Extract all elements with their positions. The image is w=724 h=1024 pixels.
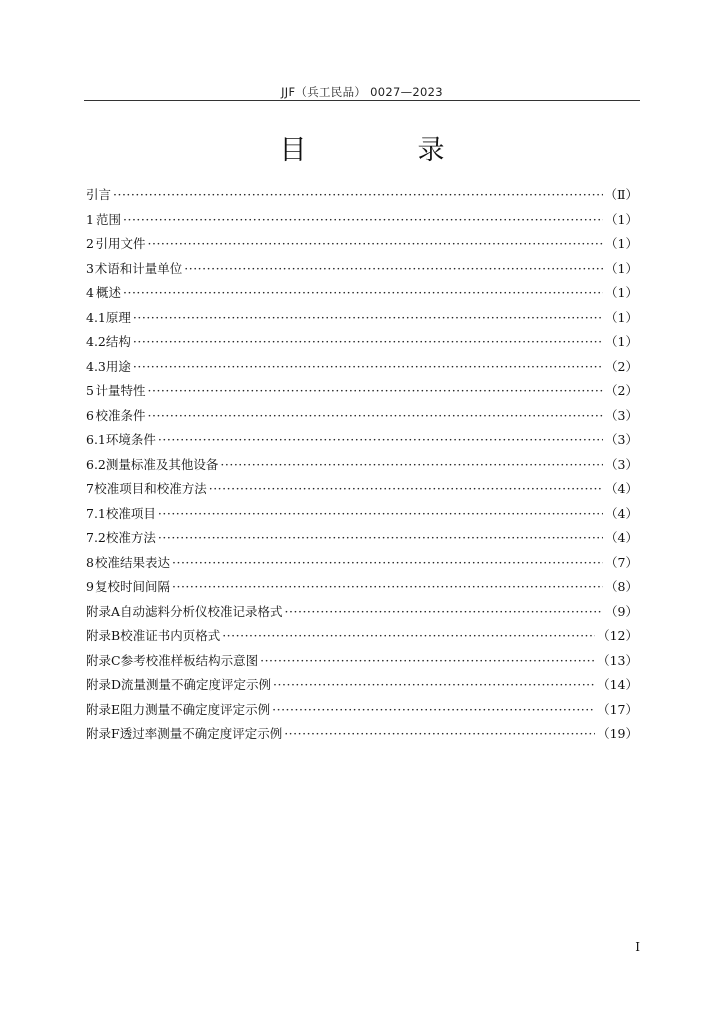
toc-entry (86, 210, 638, 235)
toc-entry (86, 234, 638, 259)
toc-entry-page: （14） (597, 677, 638, 692)
toc-entry (86, 283, 638, 308)
toc-entry-page: （8） (605, 579, 638, 594)
toc-entry (86, 528, 638, 553)
toc-entry-page: （1） (605, 211, 638, 227)
toc-leader-dots (209, 481, 603, 496)
toc-entry-number: 1 (86, 211, 94, 227)
toc-entry-number: 9 (86, 579, 94, 594)
toc-entry (86, 577, 638, 602)
toc-entry-title: 复校时间间隔 (94, 579, 170, 594)
page-number: I (635, 940, 640, 954)
toc-entry (86, 259, 638, 284)
toc-entry (86, 553, 638, 578)
toc-entry (86, 504, 638, 529)
toc-entry-title: 测量标准及其他设备 (105, 456, 219, 472)
toc-entry (86, 381, 638, 406)
toc-entry-page: （9） (605, 603, 638, 619)
toc-entry (86, 332, 638, 357)
toc-leader-dots (284, 726, 595, 741)
toc-leader-dots (285, 604, 604, 619)
toc-entry (86, 626, 638, 651)
toc-entry (86, 357, 638, 382)
table-of-contents (86, 185, 638, 749)
toc-entry-number: 6.2 (86, 456, 106, 472)
toc-entry (86, 700, 638, 725)
toc-leader-dots (148, 236, 604, 251)
toc-entry (86, 651, 638, 676)
toc-entry-page: （17） (597, 701, 638, 717)
toc-entry-title: 自动滤料分析仪校准记录格式 (120, 603, 283, 619)
toc-leader-dots (260, 653, 595, 668)
header-rule (84, 100, 640, 101)
toc-entry (86, 430, 638, 455)
toc-entry-page: （19） (597, 726, 638, 741)
toc-entry-number: 7.1 (86, 505, 106, 521)
toc-entry-number: 附录B (86, 628, 121, 643)
toc-leader-dots (273, 677, 595, 692)
toc-entry-page: （1） (605, 260, 638, 276)
toc-entry-number: 3 (86, 260, 94, 276)
toc-entry-title: 计量特性 (95, 383, 146, 398)
toc-entry-number: 附录A (86, 603, 121, 619)
toc-entry-title: 校准条件 (95, 407, 146, 423)
toc-leader-dots (172, 555, 603, 570)
toc-entry-number: 附录D (86, 677, 122, 692)
toc-entry-page: （4） (605, 530, 638, 545)
toc-entry-page: （4） (605, 505, 638, 521)
toc-leader-dots (133, 359, 603, 374)
page-title: 目 录 (279, 135, 487, 166)
toc-entry-number: 4.1 (86, 309, 106, 325)
toc-entry (86, 406, 638, 431)
toc-entry-page: （4） (605, 481, 638, 496)
toc-entry-number: 7 (86, 481, 94, 496)
toc-entry (86, 675, 638, 700)
toc-entry-title: 阻力测量不确定度评定示例 (120, 701, 271, 717)
toc-entry-page: （1） (605, 334, 638, 349)
toc-entry (86, 479, 638, 504)
toc-entry-title: 引用文件 (95, 236, 146, 251)
toc-entry (86, 602, 638, 627)
toc-leader-dots (158, 530, 603, 545)
toc-entry-page: （3） (605, 432, 638, 447)
toc-entry-title: 校准项目 (105, 505, 156, 521)
toc-leader-dots (272, 702, 595, 717)
toc-entry-title: 概述 (96, 285, 122, 300)
toc-entry-title: 校准方法 (105, 530, 156, 545)
toc-entry-number: 4.2 (86, 334, 106, 349)
toc-entry-page: （1） (605, 309, 638, 325)
toc-entry-page: （7） (605, 554, 638, 570)
toc-leader-dots (158, 506, 603, 521)
toc-leader-dots (220, 457, 603, 472)
toc-entry-title: 透过率测量不确定度评定示例 (119, 726, 283, 741)
running-header: JJF（兵工民品） 0027—2023 (281, 85, 443, 99)
toc-entry-title: 用途 (105, 358, 131, 374)
toc-leader-dots (222, 628, 595, 643)
toc-leader-dots (133, 310, 603, 325)
toc-entry (86, 724, 638, 749)
toc-leader-dots (148, 408, 604, 423)
toc-entry-number: 6.1 (86, 432, 106, 447)
toc-entry-page: （Ⅱ） (604, 187, 638, 202)
toc-entry-number: 6 (86, 407, 94, 423)
toc-entry-title: 引言 (86, 187, 112, 202)
toc-leader-dots (184, 261, 603, 276)
toc-entry (86, 185, 638, 210)
toc-leader-dots (148, 383, 604, 398)
toc-entry-page: （12） (597, 628, 638, 643)
toc-leader-dots (113, 187, 602, 202)
toc-entry-number: 7.2 (86, 530, 106, 545)
toc-entry-title: 校准项目和校准方法 (94, 481, 207, 496)
toc-entry (86, 455, 638, 480)
toc-entry-page: （13） (597, 652, 638, 668)
toc-entry-number: 8 (86, 554, 94, 570)
toc-entry-page: （2） (605, 358, 638, 374)
toc-entry-number: 附录C (86, 652, 121, 668)
toc-entry-number: 5 (86, 383, 94, 398)
toc-entry-number: 4 (86, 285, 94, 300)
toc-entry-page: （2） (605, 383, 638, 398)
toc-leader-dots (123, 212, 603, 227)
toc-entry-title: 参考校准样板结构示意图 (120, 652, 259, 668)
toc-leader-dots (172, 579, 603, 594)
toc-entry-title: 术语和计量单位 (94, 260, 183, 276)
toc-entry-title: 校准结果表达 (94, 554, 170, 570)
toc-entry-title: 环境条件 (105, 432, 156, 447)
toc-entry-page: （3） (605, 456, 638, 472)
toc-entry-page: （1） (605, 236, 638, 251)
toc-entry-number: 2 (86, 236, 94, 251)
toc-entry-title: 范围 (96, 211, 122, 227)
toc-leader-dots (158, 432, 603, 447)
toc-entry-page: （1） (605, 285, 638, 300)
toc-leader-dots (133, 334, 603, 349)
toc-entry-title: 流量测量不确定度评定示例 (121, 677, 272, 692)
toc-entry-title: 校准证书内页格式 (120, 628, 221, 643)
toc-entry-title: 原理 (105, 309, 131, 325)
toc-entry-number: 附录F (86, 726, 120, 741)
toc-entry-number: 4.3 (86, 358, 106, 374)
toc-leader-dots (123, 285, 603, 300)
toc-entry-number: 附录E (86, 701, 121, 717)
toc-entry-title: 结构 (105, 334, 131, 349)
toc-entry-page: （3） (605, 407, 638, 423)
toc-entry (86, 308, 638, 333)
